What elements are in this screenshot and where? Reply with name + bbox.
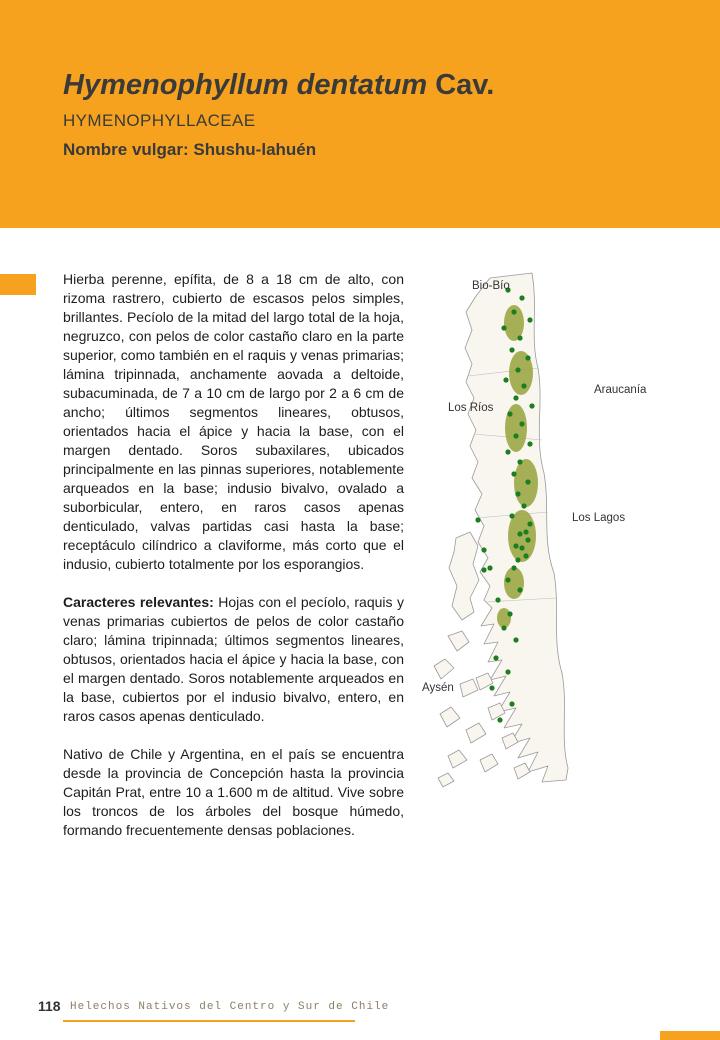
species-author: Cav. bbox=[427, 69, 495, 101]
description-text bbox=[63, 270, 404, 840]
chile-map-svg bbox=[418, 268, 674, 792]
chiloe-island bbox=[449, 532, 479, 620]
map-label-araucania: Araucanía bbox=[594, 384, 647, 396]
description-paragraph-1: Hierba perenne, epífita, de 8 a 18 cm de alto, con rizoma rastrero, cubierto de escasos pelos simples, brillantes. Pecíolo de la mitad del largo total de la hoja, negruzco, con pelos de color castaño claro en la parte superior, como también en el raquis y venas primarias; lámina tripinnada, anchamente aovada a deltoide, subacuminada, de 7 a 10 cm de largo por 2 a 6 cm de ancho; últimos segmentos lineares, obtusos, orientados hacia el ápice y hacia la base, con el margen dentado. Soros subaxilares, ubicados principalmente en las pinnas superiores, notablemente arqueados en la base; indusio bivalvo, ovalado a suborbicular, entero, en raros casos apenas denticulado, valvas partidas casi hasta la base; receptáculo cilíndrico a claviforme, más corto que el indusio, cubierto totalmente por los esporangios. bbox=[63, 271, 404, 572]
footer-running-title: Helechos Nativos del Centro y Sur de Chile bbox=[70, 1001, 390, 1013]
map-label-los-lagos: Los Lagos bbox=[572, 512, 626, 524]
species-title bbox=[63, 68, 494, 102]
bottom-corner-tab bbox=[660, 1031, 720, 1040]
header-band bbox=[0, 0, 720, 228]
header bbox=[63, 68, 494, 160]
description-paragraph-3: Nativo de Chile y Argentina, en el país se encuentra desde la provincia de Concepción hasta la provincia Capitán Prat, entre 10 a 1.600 m de altitud. Vive sobre los troncos de los árboles del bosque húmedo, formando frecuentemente densas poblaciones. bbox=[63, 746, 404, 838]
description-paragraph-2 bbox=[63, 593, 404, 726]
map-label-biobio: Bio-Bío bbox=[472, 280, 510, 292]
page-number: 118 bbox=[38, 998, 61, 1014]
distribution-map bbox=[418, 268, 674, 792]
map-label-los-rios: Los Ríos bbox=[448, 402, 494, 414]
species-name: Hymenophyllum dentatum bbox=[63, 69, 428, 101]
family-name: HYMENOPHYLLACEAE bbox=[63, 111, 256, 130]
map-label-aysen: Aysén bbox=[422, 682, 454, 694]
relevant-characters-lead: Caracteres relevantes: bbox=[63, 594, 214, 610]
relevant-characters-text: Hojas con el pecíolo, raquis y venas primarias cubiertos de pelos de color castaño claro; lámina tripinnada; últimos segmentos lineares, obtusos, orientados hacia el ápice y hacia la base, con el margen dentado. Soros notablemente arqueados en la base, cubiertos por el indusio bivalvo, entero, en raros casos apenas denticulado. bbox=[63, 594, 404, 724]
footer-rule bbox=[63, 1020, 355, 1022]
side-margin-tab bbox=[0, 274, 36, 295]
common-name: Nombre vulgar: Shushu-lahuén bbox=[63, 140, 317, 159]
